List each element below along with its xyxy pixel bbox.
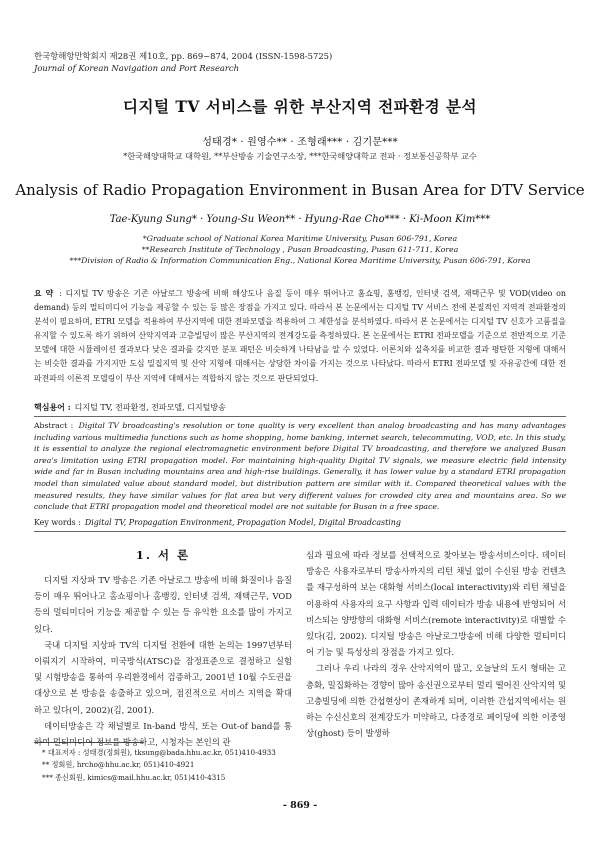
keywords-korean: [34, 402, 566, 413]
body-column-right: [306, 547, 566, 741]
abstract-korean-text: : 디지털 TV 방송은 기존 아날로그 방송에 비해 해상도나 음질 등이 매우 뛰어나고 홈쇼핑, 홈뱅킹, 인터넷 검색, 재택근무 및 VOD(video on demand) 등의 멀티미디어 기능을 제공할 수 있는 등 많은 장점을 가지고 있다. 따라서 본 논문에서는 디지털 TV 서비스 전에 본질적인 지역적 전파환경의 분석이 필요하며, ETRI 모델을 적용하여 부산지역에 대한 전파모델을 적용하여 그 제한성을 분석하였다. 따라서 본 논문에서는 디지털 TV 신호가 고품질을 유지할 수 있도록 하기 위하여 산악지역과 고층빌딩이 많은 부산지역의 전계강도를 측정하였다. 본 논문에서는 ETRI 전파모델을 기준으로 전반적으로 기준모델에 대한 시뮬레이션 결과보다 낮은 결과를 갖지만 분포 패턴은 비슷하게 나타남을 알 수 있었다. 이론치와 실측치를 비교한 결과 평탄한 지형에 대해서는 비슷한 결과를 가지지만 도심 밀집지역 및 산악 지형에 대해서는 상당한 차이를 가지는 것으로 나타났다. 따라서 ETRI 전파모델 및 자유공간에 대한 전파전파의 이론적 모델링이 부산 지역에 대해서는 적합하지 않는 것으로 판단되었다.: [34, 289, 566, 383]
affiliations-korean: *한국해양대학교 대학원, **부산방송 기술연구소장, ***한국해양대학교 전파 · 정보통신공학부 교수: [123, 151, 477, 161]
paper-title-korean: 디지털 TV 서비스를 위한 부산지역 전파환경 분석: [123, 97, 477, 116]
keywords-english: [34, 518, 566, 527]
journal-citation: 한국항해항만학회지 제28권 제10호, pp. 869~874, 2004 (ISSN-1598-5725): [34, 51, 333, 61]
body-column-left: [34, 572, 292, 750]
section-heading: 1. 서 론: [135, 548, 191, 562]
keywords-korean-text: 디지털 TV, 전파환경, 전파모델, 디지털방송: [74, 403, 226, 412]
footnote: ** 정회원, hrcho@hhu.ac.kr, 051)410-4921: [42, 760, 195, 770]
divider: [34, 416, 566, 417]
journal-header: [34, 50, 434, 74]
journal-name-en: Journal of Korean Navigation and Port Research: [34, 63, 240, 73]
footnote: *** 종신회원, kimics@mail.hhu.ac.kr, 051)410-4315: [42, 772, 226, 782]
body-paragraph: 국내 디지털 지상파 TV의 디지털 전환에 대한 논의는 1997년부터 이뤄지기 시작하여, 미국방식(ATSC)을 잠정표준으로 결정하고 실험 및 시험방송을 통하여 우리환경에서 검증하고, 2001년 10월 수도권을 대상으로 본 방송을 송출하고 있으며, 점진적으로 서비스 지역을 확대하고 있다(이, 2002)(김, 2001).: [34, 639, 292, 715]
keywords-english-label: Key words :: [34, 518, 81, 527]
authors-korean: 성태경* · 원영수** · 조형래*** · 김기문***: [202, 137, 398, 148]
body-paragraph: 데이터방송은 각 채널별로 In-band 방식, 또는 Out-of band를 통하여 멀티미디어 정보를 방송하고, 시청자는 본인의 관: [34, 720, 292, 748]
affiliation-line: ***Division of Radio & Information Communication Eng., National Korea Maritime University, Pusan 606-791, Korea: [69, 255, 531, 265]
footnote-rule: [34, 742, 144, 743]
abstract-korean-label: 요 약: [34, 289, 54, 298]
page-number: - 869 -: [282, 800, 318, 811]
divider: [34, 531, 566, 532]
abstract-english-text: Digital TV broadcasting's resolution or tone quality is very excellent than analog broadcasting and has many advantages including various multimedia functions such as home shopping, home banking, internet search, telecommuting, VOD, etc. In this study, it is essential to analyze the regional electromagnetic environment before Digital TV broadcasting, and therefore we analyzed Busan area's limitation using ETRI propagation model. For maintaining high-quality Digital TV signals, we measure electric field intensity wide and far in Busan including mountains area and high-rise buildings. Generally, it has lower value by a standard ETRI propagation model than simulated value about standard model, but distribution pattern are similar with it. Compared theoretical values with the measured results, they have similar values for flat area but very different values for crowded city area and mountains area. So we conclude that ETRI propagation model and theoretical model are not suitable for Busan in a free space.: [34, 421, 566, 512]
authors-english: Tae-Kyung Sung* · Young-Su Weon** · Hyung-Rae Cho*** · Ki-Moon Kim***: [109, 214, 491, 225]
affiliations-english: [0, 234, 600, 266]
affiliation-line: *Graduate school of National Korea Maritime University, Pusan 606-791, Korea: [142, 234, 458, 243]
body-paragraph: 그러나 우리 나라의 경우 산악지역이 많고, 오늘날의 도시 형태는 고층화, 밀집화하는 경향이 많아 송신권으로부터 멀리 떨어진 산악지역 및 고층빌딩에 의한 간섭현상이 존재하게 되며, 이러한 간섭지역에서는 원하는 수신신호의 전계강도가 미약하고, 다중경로 페이딩에 의한 이중영상(ghost) 등이 발생하: [306, 663, 566, 739]
keywords-korean-label: 핵심용어 :: [34, 402, 71, 412]
footnotes: [42, 747, 312, 784]
keywords-english-text: Digital TV, Propagation Environment, Propagation Model, Digital Broadcasting: [84, 518, 401, 527]
paper-title-english: Analysis of Radio Propagation Environment in Busan Area for DTV Service: [15, 181, 585, 199]
affiliation-line: **Research Institute of Technology , Pusan Broadcasting, Pusan 611-711, Korea: [141, 244, 459, 254]
body-paragraph: 심과 필요에 따라 정보를 선택적으로 찾아보는 방송서비스이다. 데이터방송은 사용자로부터 방송사까지의 리턴 채널 없이 수신된 방송 컨텐츠를 재구성하여 보는 대화형 서비스(local interactivity)와 리턴 채널을 이용하여 사용자의 요구 사항과 입력 데이터가 방송 내용에 반영되어 서비스되는 양방향의 대화형 서비스(remote interactivity)로 대별할 수 있다(김, 2002). 디지털 방송은 아날로그방송에 비해 다양한 멀티미디어 기능 및 특성상의 장점을 가지고 있다.: [306, 550, 566, 658]
abstract-korean: [34, 287, 566, 386]
footnote: * 대표저자 : 성태경(정회원), tksung@bada.hhu.ac.kr, 051)410-4933: [42, 748, 276, 757]
body-paragraph: 디지털 지상파 TV 방송은 기존 아날로그 방송에 비해 화질이나 음질 등이 매우 뛰어나고 홈쇼핑이나 홈뱅킹, 인터넷 검색, 재택근무, VOD 등의 멀티미디어 기능을 제공할 수 있는 등 유익한 요소를 많이 가지고 있다.: [34, 575, 292, 634]
abstract-english-label: Abstract :: [34, 421, 74, 430]
abstract-english: [34, 420, 566, 513]
